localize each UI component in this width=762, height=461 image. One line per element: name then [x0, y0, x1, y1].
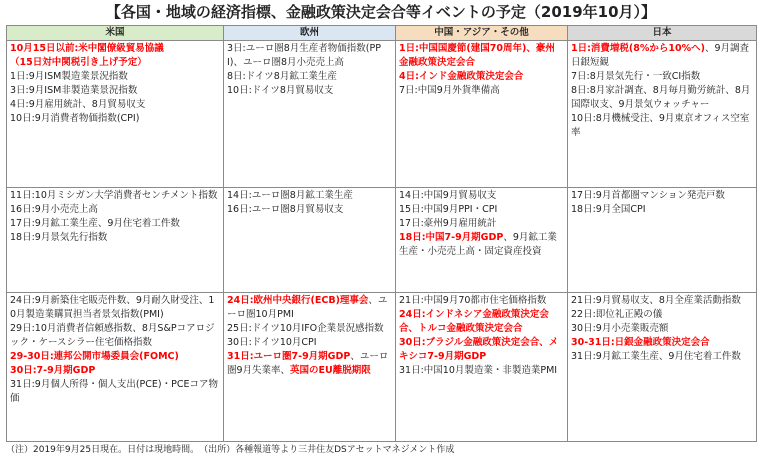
- event-text: 18日:9月景気先行指数: [10, 232, 108, 243]
- event-text: 17日:豪州9月雇用統計: [399, 218, 497, 229]
- table-row: [7, 41, 757, 188]
- event-text: 29日:10月消費者信頼感指数、8月S&Pコアロジック・ケースシラー住宅価格指数: [10, 323, 215, 348]
- event-text-highlight: 1日:消費増税(8%から10%へ): [571, 43, 705, 54]
- event-text: 8日:8月家計調査、8月毎月勤労統計、8月国際収支、9月景気ウォッチャー: [571, 85, 751, 110]
- event-item: [10, 231, 220, 245]
- event-text-highlight: 4日:インド金融政策決定会合: [399, 71, 524, 82]
- event-item: [399, 189, 564, 203]
- event-text: 31日:中国10月製造業・非製造業PMI: [399, 365, 558, 376]
- event-item: [227, 336, 392, 350]
- event-text: 11日:10月ミシガン大学消費者センチメント指数: [10, 190, 218, 201]
- event-text-highlight: 29-30日:連邦公開市場委員会(FOMC): [10, 351, 179, 362]
- event-item: [10, 98, 220, 112]
- table-row: [7, 188, 757, 293]
- event-text-highlight: 英国のEU離脱期限: [290, 365, 371, 376]
- event-item: [227, 70, 392, 84]
- event-text: 、ユーロ圏9月失業率、: [227, 351, 389, 376]
- event-item: [10, 364, 220, 378]
- event-text-highlight: 30-31日:日銀金融政策決定会合: [571, 337, 710, 348]
- event-text-highlight: 24日:欧州中央銀行(ECB)理事会: [227, 295, 369, 306]
- event-text: 1日:9月ISM製造業景況指数: [10, 71, 128, 82]
- event-item: [571, 112, 753, 140]
- event-item: [10, 84, 220, 98]
- event-text: 17日:9月鉱工業生産、9月住宅着工件数: [10, 218, 180, 229]
- cell-asia: [396, 293, 568, 442]
- event-item: [399, 203, 564, 217]
- event-item: [399, 84, 564, 98]
- event-item: [10, 294, 220, 322]
- cell-us: [7, 293, 224, 442]
- event-text: 、9月鉱工業生産・小売売上高・固定資産投資: [399, 232, 557, 257]
- event-item: [571, 203, 753, 217]
- event-calendar-table: [6, 25, 757, 442]
- footnote: （注）2019年9月25日現在。日付は現地時間。 （出所）各種報道等より三井住友DSアセットマネジメント作成: [6, 445, 455, 455]
- event-text: 、9月調査日銀短観: [571, 43, 750, 68]
- cell-europe: [224, 293, 396, 442]
- event-item: [10, 56, 220, 70]
- event-text: 25日:ドイツ10月IFO企業景況感指数: [227, 323, 384, 334]
- table-row: [7, 293, 757, 442]
- event-text: 7日:8月景気先行・一致CI指数: [571, 71, 701, 82]
- event-text: 31日:9月個人所得・個人支出(PCE)・PCEコア物価: [10, 379, 218, 404]
- event-text: 22日:即位礼正殿の儀: [571, 309, 663, 320]
- header-asia-other: 中国・アジア・その他: [396, 26, 568, 41]
- header-europe: 欧州: [224, 26, 396, 41]
- cell-us: [7, 41, 224, 188]
- event-item: [571, 308, 753, 322]
- event-item: [10, 203, 220, 217]
- event-text: 15日:中国9月PPI・CPI: [399, 204, 498, 215]
- event-text: 31日:9月鉱工業生産、9月住宅着工件数: [571, 351, 741, 362]
- header-us: 米国: [7, 26, 224, 41]
- event-text: 10日:9月消費者物価指数(CPI): [10, 113, 140, 124]
- event-text-highlight: 30日:7-9月期GDP: [10, 365, 96, 376]
- page-title: 【各国・地域の経済指標、金融政策決定会合等イベントの予定（2019年10月）】: [105, 3, 657, 21]
- event-text: 10日:ドイツ8月貿易収支: [227, 85, 334, 96]
- event-text: 30日:9月小売業販売額: [571, 323, 669, 334]
- event-item: [10, 42, 220, 56]
- event-item: [571, 350, 753, 364]
- cell-asia: [396, 41, 568, 188]
- event-item: [227, 84, 392, 98]
- event-item: [571, 336, 753, 350]
- cell-europe: [224, 188, 396, 293]
- event-text: 17日:9月首都圏マンション発売戸数: [571, 190, 725, 201]
- event-item: [571, 189, 753, 203]
- cell-us: [7, 188, 224, 293]
- event-item: [10, 350, 220, 364]
- event-text: 21日:中国9月70都市住宅価格指数: [399, 295, 547, 306]
- event-item: [10, 378, 220, 406]
- event-item: [571, 42, 753, 70]
- event-text: 3日:ユーロ圏8月生産者物価指数(PPI)、ユーロ圏8月小売売上高: [227, 43, 381, 68]
- event-item: [10, 322, 220, 350]
- event-text: 24日:9月新築住宅販売件数、9月耐久財受注、10月製造業購買担当者景気指数(PMI): [10, 295, 215, 320]
- event-text: 30日:ドイツ10月CPI: [227, 337, 317, 348]
- event-item: [571, 294, 753, 308]
- event-text: 14日:中国9月貿易収支: [399, 190, 497, 201]
- event-item: [10, 112, 220, 126]
- event-item: [571, 70, 753, 84]
- event-text-highlight: 30日:ブラジル金融政策決定会合、メキシコ7-9月期GDP: [399, 337, 559, 362]
- event-item: [227, 350, 392, 378]
- event-text: 16日:9月小売売上高: [10, 204, 98, 215]
- event-text: 8日:ドイツ8月鉱工業生産: [227, 71, 337, 82]
- event-text: 21日:9月貿易収支、8月全産業活動指数: [571, 295, 741, 306]
- event-item: [399, 217, 564, 231]
- event-item: [227, 203, 392, 217]
- cell-europe: [224, 41, 396, 188]
- event-text: 14日:ユーロ圏8月鉱工業生産: [227, 190, 353, 201]
- event-text-highlight: 24日:インドネシア金融政策決定会合、トルコ金融政策決定会合: [399, 309, 549, 334]
- event-item: [399, 42, 564, 70]
- event-item: [571, 84, 753, 112]
- event-text: 10日:8月機械受注、9月東京オフィス空室率: [571, 113, 750, 138]
- event-item: [399, 294, 564, 308]
- event-text-highlight: 1日:中国国慶節(建国70周年)、豪州金融政策決定会合: [399, 43, 555, 68]
- event-item: [10, 70, 220, 84]
- event-item: [227, 294, 392, 322]
- event-item: [399, 308, 564, 336]
- event-text: 16日:ユーロ圏8月貿易収支: [227, 204, 344, 215]
- event-text: 3日:9月ISM非製造業景況指数: [10, 85, 138, 96]
- event-text: 7日:中国9月外貨準備高: [399, 85, 500, 96]
- event-text-highlight: （15日対中関税引き上げ予定）: [10, 57, 147, 68]
- event-item: [571, 322, 753, 336]
- event-text: 4日:9月雇用統計、8月貿易収支: [10, 99, 146, 110]
- event-text-highlight: 31日:ユーロ圏7-9月期GDP: [227, 351, 351, 362]
- event-text: 、ユーロ圏10月PMI: [227, 295, 388, 320]
- header-row: [7, 26, 757, 41]
- event-text: 18日:9月全国CPI: [571, 204, 646, 215]
- cell-asia: [396, 188, 568, 293]
- cell-japan: [568, 188, 757, 293]
- event-item: [227, 189, 392, 203]
- event-item: [227, 322, 392, 336]
- cell-japan: [568, 41, 757, 188]
- event-text-highlight: 10月15日以前:米中閣僚級貿易協議: [10, 43, 164, 54]
- event-item: [10, 189, 220, 203]
- event-item: [399, 70, 564, 84]
- event-item: [10, 217, 220, 231]
- event-item: [227, 42, 392, 70]
- event-text-highlight: 18日:中国7-9月期GDP: [399, 232, 504, 243]
- event-item: [399, 336, 564, 364]
- header-japan: 日本: [568, 26, 757, 41]
- event-item: [399, 231, 564, 259]
- cell-japan: [568, 293, 757, 442]
- event-item: [399, 364, 564, 378]
